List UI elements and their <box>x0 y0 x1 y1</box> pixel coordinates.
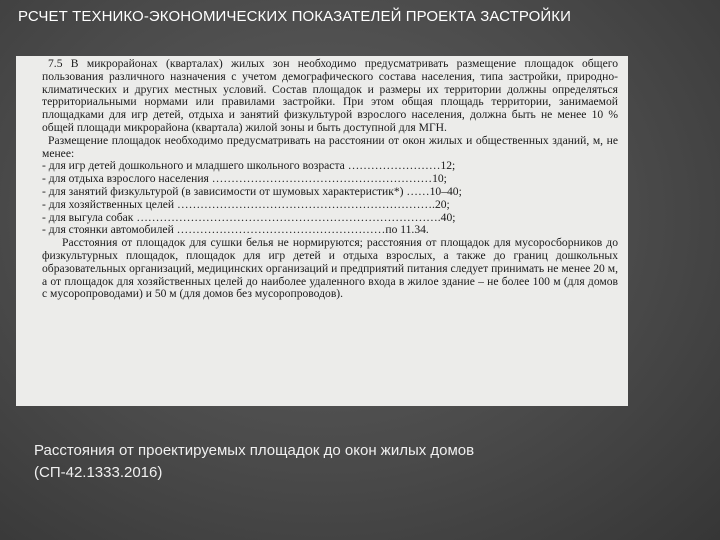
caption-line-1: Расстояния от проектируемых площадок до окон жилых домов <box>34 442 475 459</box>
doc-paragraph-2: Размещение площадок необходимо предусматривать на расстоянии от окон жилых и общественных зданий, м, не менее: <box>42 133 618 160</box>
slide-caption <box>34 440 654 484</box>
list-item: - для стоянки автомобилей ………………………………………………по 11.34. <box>42 224 429 237</box>
doc-paragraph-1: 7.5 В микрорайонах (кварталах) жилых зон необходимо предусматривать размещение площадок общего пользования различного назначения с учетом демографического состава населения, типа застройки, природно-климатических и других местных условий. Состав площадок и размеры их территории должны определяться территориальными нормами или правилами застройки. При этом общая площадь территории, занимаемой площадками для игр детей, отдыха и занятий физкультурой взрослого населения, должна быть не менее 10 % общей площади микрорайона (квартала) жилой зоны и быть доступной для МГН. <box>42 57 618 134</box>
caption-line-2: (СП-42.1333.2016) <box>34 464 163 481</box>
doc-paragraph-3: Расстояния от площадок для сушки белья не нормируются; расстояния от площадок для мусоросборников до физкультурных площадок, площадок для игр детей и отдыха взрослых, а также до границ дошкольных образовательных организаций, медицинских организаций и предприятий питания следует принимать не менее 20 м, а от площадок для хозяйственных целей до наиболее удаленного входа в жилое здание – не более 100 м (для домов с мусоропроводами) и 50 м (для домов без мусоропроводов). <box>42 236 618 301</box>
list-item: - для отдыха взрослого населения …………………………………………………10; <box>42 173 447 186</box>
distance-list <box>42 160 618 237</box>
list-item: - для выгула собак …………………………………………………………………….40; <box>42 211 456 224</box>
list-item: - для хозяйственных целей ………………………………………………………….20; <box>42 198 450 211</box>
scanned-document <box>16 56 628 406</box>
slide-title: РСЧЕТ ТЕХНИКО-ЭКОНОМИЧЕСКИХ ПОКАЗАТЕЛЕЙ ПРОЕКТА ЗАСТРОЙКИ <box>18 8 572 25</box>
list-item: - для занятий физкультурой (в зависимости от шумовых характеристик*) ……10–40; <box>42 185 462 198</box>
list-item: - для игр детей дошкольного и младшего школьного возраста ……………………12; <box>42 160 456 173</box>
